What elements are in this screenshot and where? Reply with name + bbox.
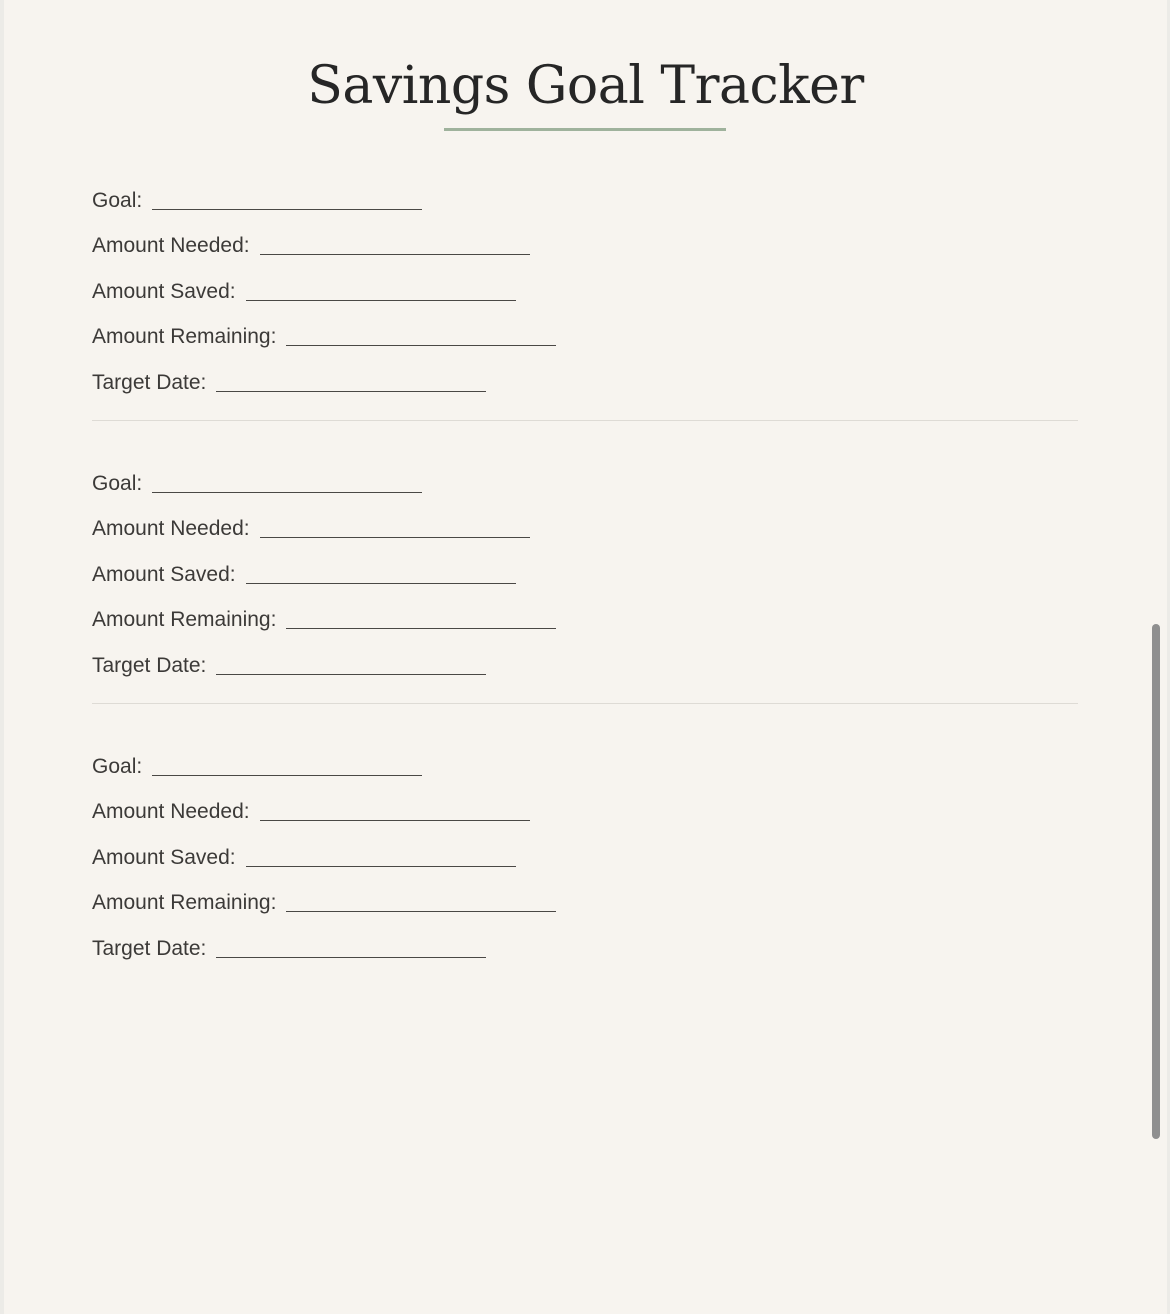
amount-remaining-blank-line[interactable]: [286, 344, 556, 346]
amount-needed-label: Amount Needed:: [92, 800, 250, 823]
amount-needed-field: [92, 783, 1078, 829]
goal-section-2: [92, 454, 1078, 682]
target-date-label: Target Date:: [92, 653, 207, 677]
amount-needed-field: [92, 217, 1078, 263]
vertical-scrollbar[interactable]: [1152, 624, 1160, 1139]
target-date-blank-line[interactable]: [216, 390, 486, 392]
target-date-blank-line[interactable]: [216, 673, 486, 675]
amount-remaining-field: [92, 874, 1078, 920]
amount-saved-label: Amount Saved:: [92, 845, 236, 869]
amount-saved-blank-line[interactable]: [246, 299, 516, 301]
goal-field: [92, 454, 1078, 500]
target-date-field: [92, 919, 1078, 965]
amount-remaining-blank-line[interactable]: [286, 910, 556, 912]
amount-remaining-field: [92, 591, 1078, 637]
amount-remaining-blank-line[interactable]: [286, 627, 556, 629]
target-date-label: Target Date:: [92, 370, 207, 394]
amount-needed-blank-line[interactable]: [260, 819, 530, 821]
goal-field: [92, 171, 1078, 217]
goal-label: Goal:: [92, 754, 143, 778]
goal-label: Goal:: [92, 188, 143, 212]
amount-saved-field: [92, 545, 1078, 591]
amount-saved-label: Amount Saved:: [92, 562, 236, 586]
amount-saved-blank-line[interactable]: [246, 865, 516, 867]
goal-label: Goal:: [92, 471, 143, 495]
amount-needed-field: [92, 500, 1078, 546]
goal-blank-line[interactable]: [152, 774, 422, 776]
amount-remaining-label: Amount Remaining:: [92, 608, 277, 631]
target-date-blank-line[interactable]: [216, 956, 486, 958]
amount-remaining-label: Amount Remaining:: [92, 325, 277, 348]
section-divider-2: [92, 703, 1078, 704]
goal-section-3: [92, 737, 1078, 965]
section-divider-1: [92, 420, 1078, 421]
target-date-field: [92, 353, 1078, 399]
amount-saved-field: [92, 262, 1078, 308]
goal-section-1: [92, 171, 1078, 399]
goal-field: [92, 737, 1078, 783]
page-title: Savings Goal Tracker: [307, 56, 864, 116]
title-underline: [444, 128, 726, 131]
amount-needed-label: Amount Needed:: [92, 234, 250, 257]
amount-saved-label: Amount Saved:: [92, 279, 236, 303]
target-date-field: [92, 636, 1078, 682]
amount-remaining-field: [92, 308, 1078, 354]
amount-saved-blank-line[interactable]: [246, 582, 516, 584]
amount-needed-blank-line[interactable]: [260, 253, 530, 255]
target-date-label: Target Date:: [92, 936, 207, 960]
goal-blank-line[interactable]: [152, 208, 422, 210]
goal-blank-line[interactable]: [152, 491, 422, 493]
amount-needed-label: Amount Needed:: [92, 517, 250, 540]
amount-saved-field: [92, 828, 1078, 874]
amount-needed-blank-line[interactable]: [260, 536, 530, 538]
amount-remaining-label: Amount Remaining:: [92, 891, 277, 914]
document-page: [4, 0, 1167, 1314]
